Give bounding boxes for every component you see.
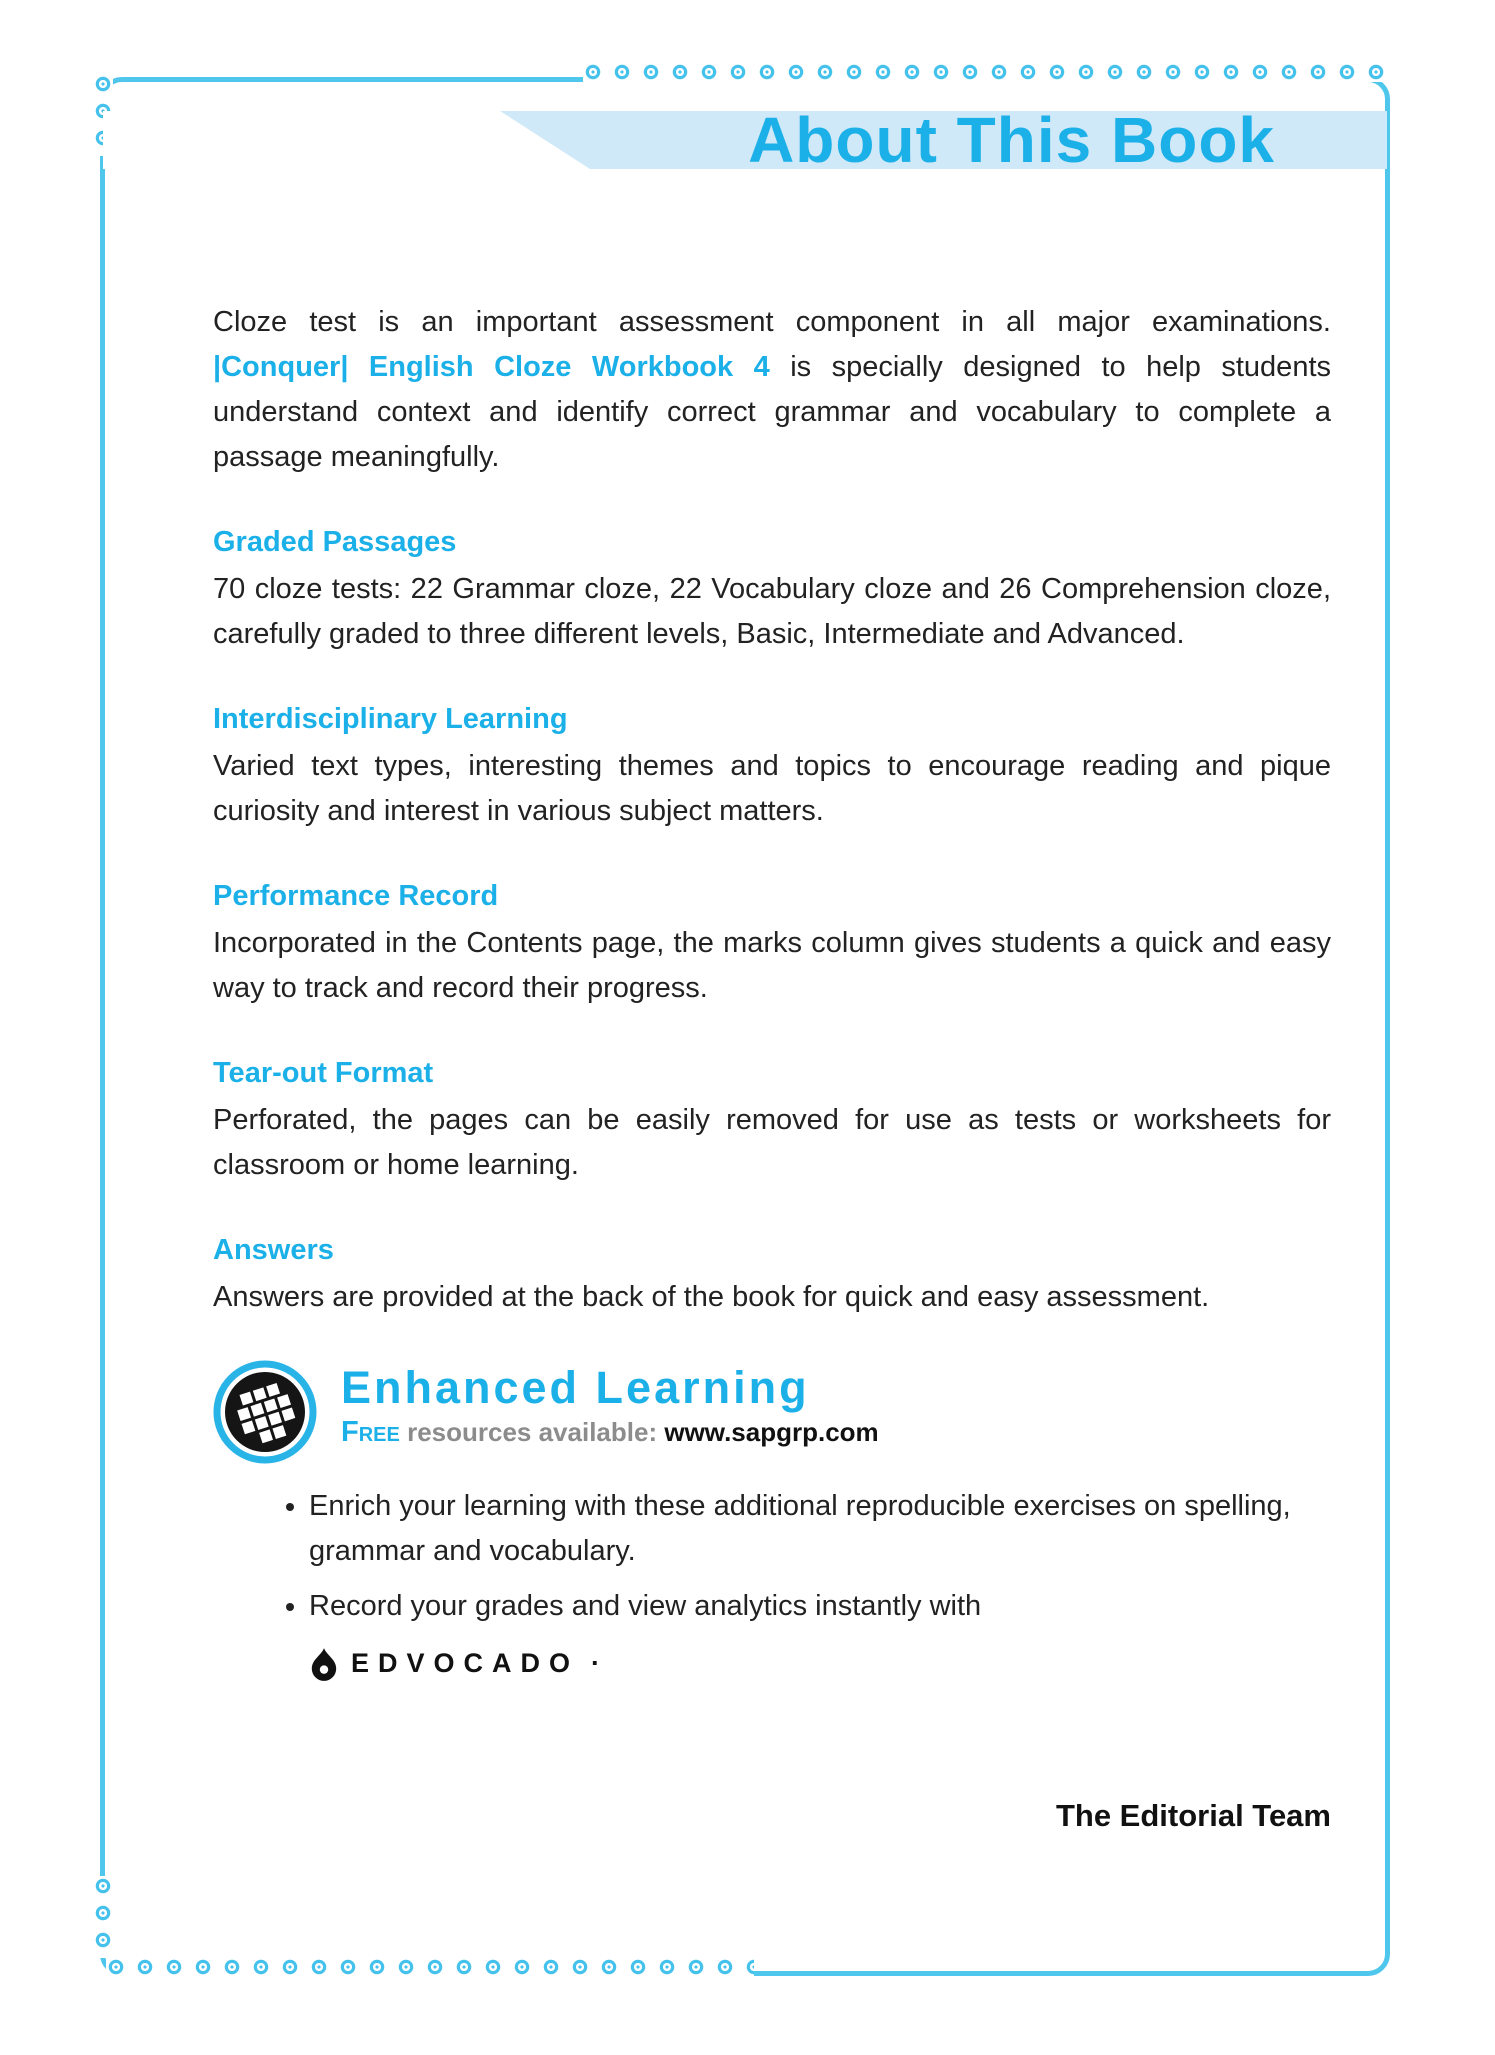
bullet-item <box>309 1584 1331 1686</box>
intro-paragraph <box>213 300 1331 480</box>
section-body: Varied text types, interesting themes and topics to encourage reading and pique curiosity and interest in various subject matters. <box>213 750 1331 827</box>
title-banner <box>103 104 1387 176</box>
intro-text-2: is specially designed to help students understand context and identify correct grammar and vocabulary to complete a passage meaningfully. <box>213 351 1331 473</box>
section-interdisciplinary-learning <box>213 697 1331 834</box>
section-heading: Interdisciplinary Learning <box>213 703 568 735</box>
enhanced-learning-subtitle <box>341 1415 879 1449</box>
edvocado-trailing-dot: · <box>591 1648 601 1678</box>
section-body: Answers are provided at the back of the book for quick and easy assessment. <box>213 1281 1210 1313</box>
border-dots-left-bottom <box>93 1876 113 1958</box>
editorial-credit: The Editorial Team <box>1055 1798 1331 1833</box>
enhanced-bullet-list <box>213 1484 1331 1686</box>
resources-label: resources available: <box>407 1417 658 1448</box>
enhanced-learning-block <box>213 1360 1331 1464</box>
page-title: About This Book <box>748 104 1275 176</box>
section-answers <box>213 1228 1331 1320</box>
edvocado-icon <box>309 1647 339 1681</box>
enhanced-learning-text <box>341 1360 879 1449</box>
edvocado-wordmark: EDVOCADO <box>351 1648 580 1678</box>
section-heading: Tear-out Format <box>213 1057 434 1089</box>
section-heading: Graded Passages <box>213 526 457 558</box>
section-heading: Answers <box>213 1234 334 1266</box>
free-label: Free <box>341 1416 400 1449</box>
section-body: 70 cloze tests: 22 Grammar cloze, 22 Vocabulary cloze and 26 Comprehension cloze, carefully graded to three different levels, Basic, Intermediate and Advanced. <box>213 573 1331 650</box>
intro-text-1: Cloze test is an important assessment component in all major examinations. <box>213 306 1331 338</box>
section-graded-passages <box>213 520 1331 657</box>
main-content <box>213 300 1331 1696</box>
border-dots-top <box>583 62 1393 82</box>
enhanced-learning-icon <box>213 1360 317 1464</box>
section-heading: Performance Record <box>213 880 499 912</box>
section-tear-out-format <box>213 1051 1331 1188</box>
bullet-text: Record your grades and view analytics instantly with <box>309 1590 982 1622</box>
section-body: Perforated, the pages can be easily removed for use as tests or worksheets for classroom or home learning. <box>213 1104 1331 1181</box>
section-performance-record <box>213 874 1331 1011</box>
bullet-text: Enrich your learning with these additional reproducible exercises on spelling, grammar and vocabulary. <box>309 1490 1291 1567</box>
book-title-highlight: |Conquer| English Cloze Workbook 4 <box>213 351 770 383</box>
edvocado-logo <box>309 1641 1331 1686</box>
border-dots-bottom <box>106 1957 754 1977</box>
enhanced-learning-title: Enhanced Learning <box>341 1362 810 1413</box>
section-body: Incorporated in the Contents page, the marks column gives students a quick and easy way to track and record their progress. <box>213 927 1331 1004</box>
banner-wedge <box>103 111 590 169</box>
resources-url: www.sapgrp.com <box>664 1417 879 1448</box>
bullet-item <box>309 1484 1331 1574</box>
